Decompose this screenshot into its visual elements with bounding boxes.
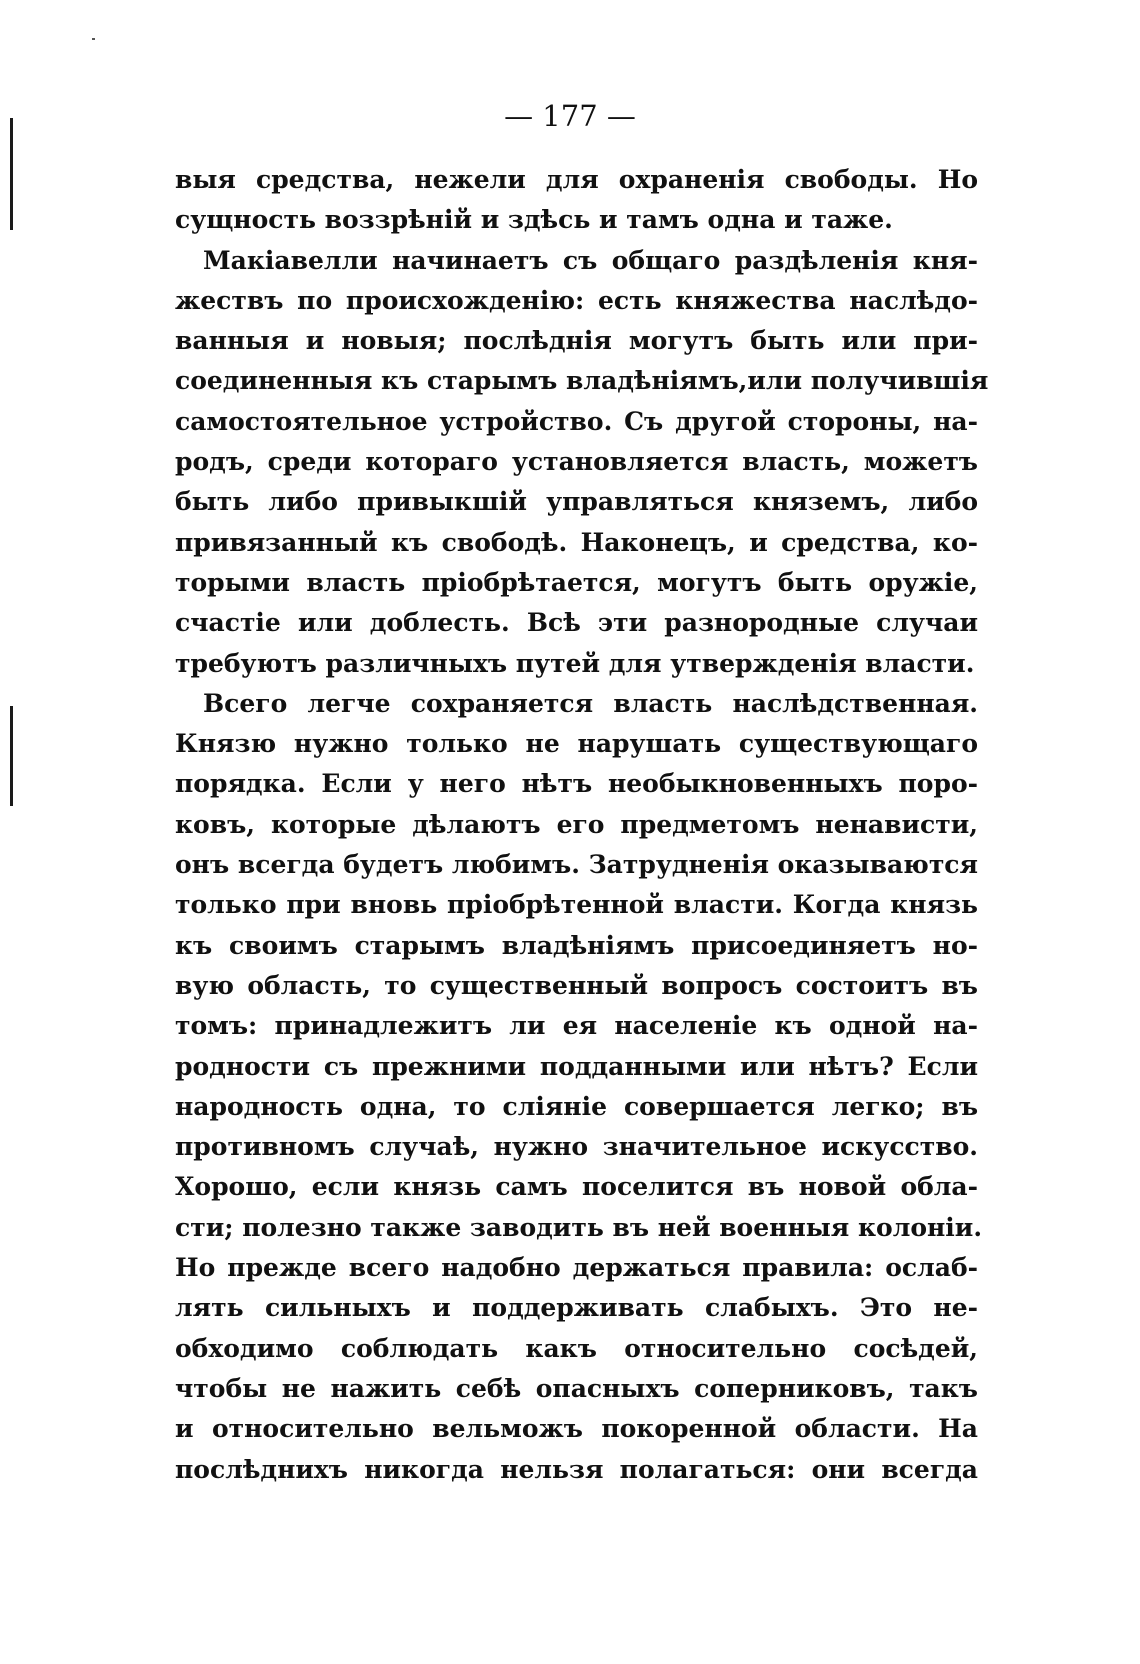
text-line: торыми власть пріобрѣтается, могутъ быть оружіе, bbox=[175, 567, 978, 597]
text-line: родъ, среди котораго установляется власть, можетъ bbox=[175, 447, 978, 477]
text-line: противномъ случаѣ, нужно значительное искусство. bbox=[175, 1132, 978, 1162]
text-line: Хорошо, если князь самъ поселится въ новой обла- bbox=[175, 1172, 978, 1202]
text-line: и относительно вельможъ покоренной области. На bbox=[175, 1414, 978, 1444]
text-line: народность одна, то сліяніе совершается легко; въ bbox=[175, 1091, 978, 1121]
page-number: — 177 — bbox=[504, 99, 636, 133]
text-line: соединенныя къ старымъ владѣніямъ,или получившія bbox=[175, 366, 989, 396]
scan-speck bbox=[92, 38, 95, 40]
text-line: счастіе или доблесть. Всѣ эти разнородные случаи bbox=[175, 608, 978, 638]
text-line: быть либо привыкшій управляться княземъ, либо bbox=[175, 487, 978, 517]
body-text bbox=[175, 160, 989, 1490]
text-line: обходимо соблюдать какъ относительно сосѣдей, bbox=[175, 1333, 978, 1363]
margin-scan-line-middle bbox=[10, 706, 13, 806]
text-line: привязанный къ свободѣ. Наконецъ, и средства, ко- bbox=[175, 527, 978, 557]
text-line: требуютъ различныхъ путей для утвержденія власти. bbox=[175, 648, 975, 678]
text-line: чтобы не нажить себѣ опасныхъ соперниковъ, такъ bbox=[175, 1373, 978, 1403]
text-line: жествъ по происхожденію: есть княжества наслѣдо- bbox=[175, 285, 978, 315]
text-line: родности съ прежними подданными или нѣтъ? Если bbox=[175, 1051, 978, 1081]
text-line: онъ всегда будетъ любимъ. Затрудненія оказываются bbox=[175, 850, 979, 880]
text-line: сущность воззрѣній и здѣсь и тамъ одна и таже. bbox=[175, 205, 893, 235]
text-line: сти; полезно также заводить въ ней военныя колоніи. bbox=[175, 1212, 983, 1242]
text-line: Всего легче сохраняется власть наслѣдственная. bbox=[203, 688, 978, 718]
text-line: самостоятельное устройство. Съ другой стороны, на- bbox=[175, 406, 978, 436]
text-line: ковъ, которые дѣлаютъ его предметомъ ненависти, bbox=[175, 809, 978, 839]
text-line: Но прежде всего надобно держаться правила: ослаб- bbox=[175, 1253, 978, 1283]
text-line: ванныя и новыя; послѣднія могутъ быть или при- bbox=[175, 326, 978, 356]
text-line: лять сильныхъ и поддерживать слабыхъ. Это не- bbox=[175, 1293, 978, 1323]
text-line: Князю нужно только не нарушать существующаго bbox=[175, 729, 978, 759]
text-line: Макіавелли начинаетъ съ общаго раздѣленія кня- bbox=[203, 245, 978, 275]
text-line: къ своимъ старымъ владѣніямъ присоединяетъ но- bbox=[175, 930, 978, 960]
text-line: томъ: принадлежитъ ли ея населеніе къ одной на- bbox=[175, 1011, 978, 1041]
text-line: только при вновь пріобрѣтенной власти. Когда князь bbox=[175, 890, 978, 920]
text-line: послѣднихъ никогда нельзя полагаться: они всегда bbox=[175, 1454, 978, 1484]
text-line: порядка. Если у него нѣтъ необыкновенныхъ поро- bbox=[175, 769, 978, 799]
text-line: вую область, то существенный вопросъ состоитъ въ bbox=[175, 970, 978, 1000]
text-line: выя средства, нежели для охраненія свободы. Но bbox=[175, 165, 978, 194]
